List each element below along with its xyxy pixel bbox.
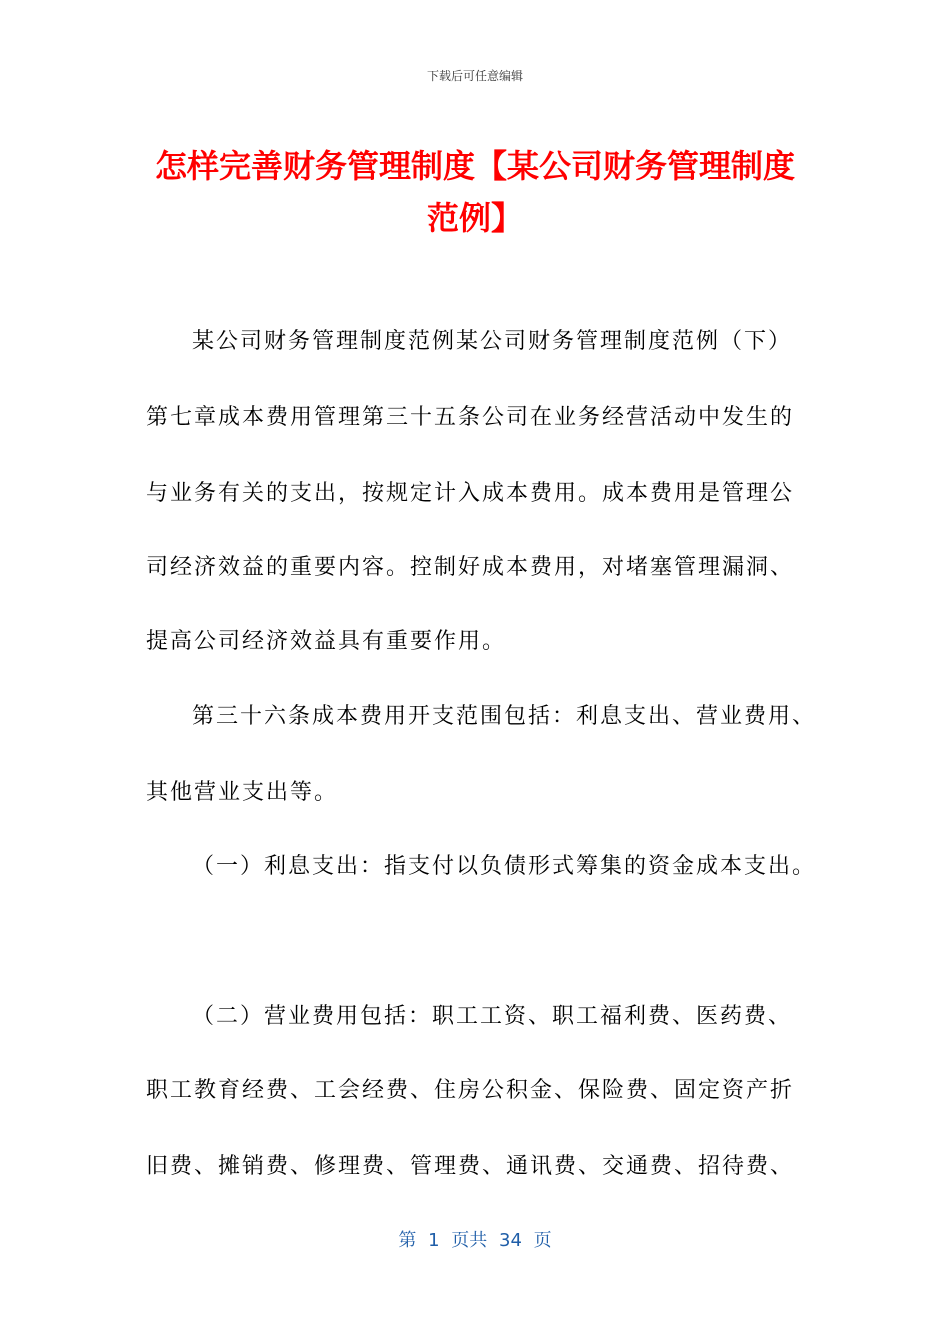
body-line-6: 第三十六条成本费用开支范围包括：利息支出、营业费用、 [192,704,817,729]
body-line-9: （二）营业费用包括：职工工资、职工福利费、医药费、 [192,1004,793,1029]
body-line-3: 与业务有关的支出，按规定计入成本费用。成本费用是管理公 [146,481,795,506]
body-line-1: 某公司财务管理制度范例某公司财务管理制度范例（下） [192,329,793,354]
body-line-2: 第七章成本费用管理第三十五条公司在业务经营活动中发生的 [146,405,795,430]
body-line-4: 司经济效益的重要内容。控制好成本费用，对堵塞管理漏洞、 [146,555,795,580]
document-title: 怎样完善财务管理制度【某公司财务管理制度范例】 [154,147,795,237]
body-line-5: 提高公司经济效益具有重要作用。 [146,629,507,654]
body-line-11: 旧费、摊销费、修理费、管理费、通讯费、交通费、招待费、 [146,1154,795,1179]
body-line-10: 职工教育经费、工会经费、住房公积金、保险费、固定资产折 [146,1078,795,1103]
body-line-7: 其他营业支出等。 [146,780,339,805]
header-note: 下载后可任意编辑 [426,69,523,83]
page-number-footer: 第 1 页共 34 页 [398,1230,552,1251]
body-line-8: （一）利息支出：指支付以负债形式筹集的资金成本支出。 [192,854,817,879]
